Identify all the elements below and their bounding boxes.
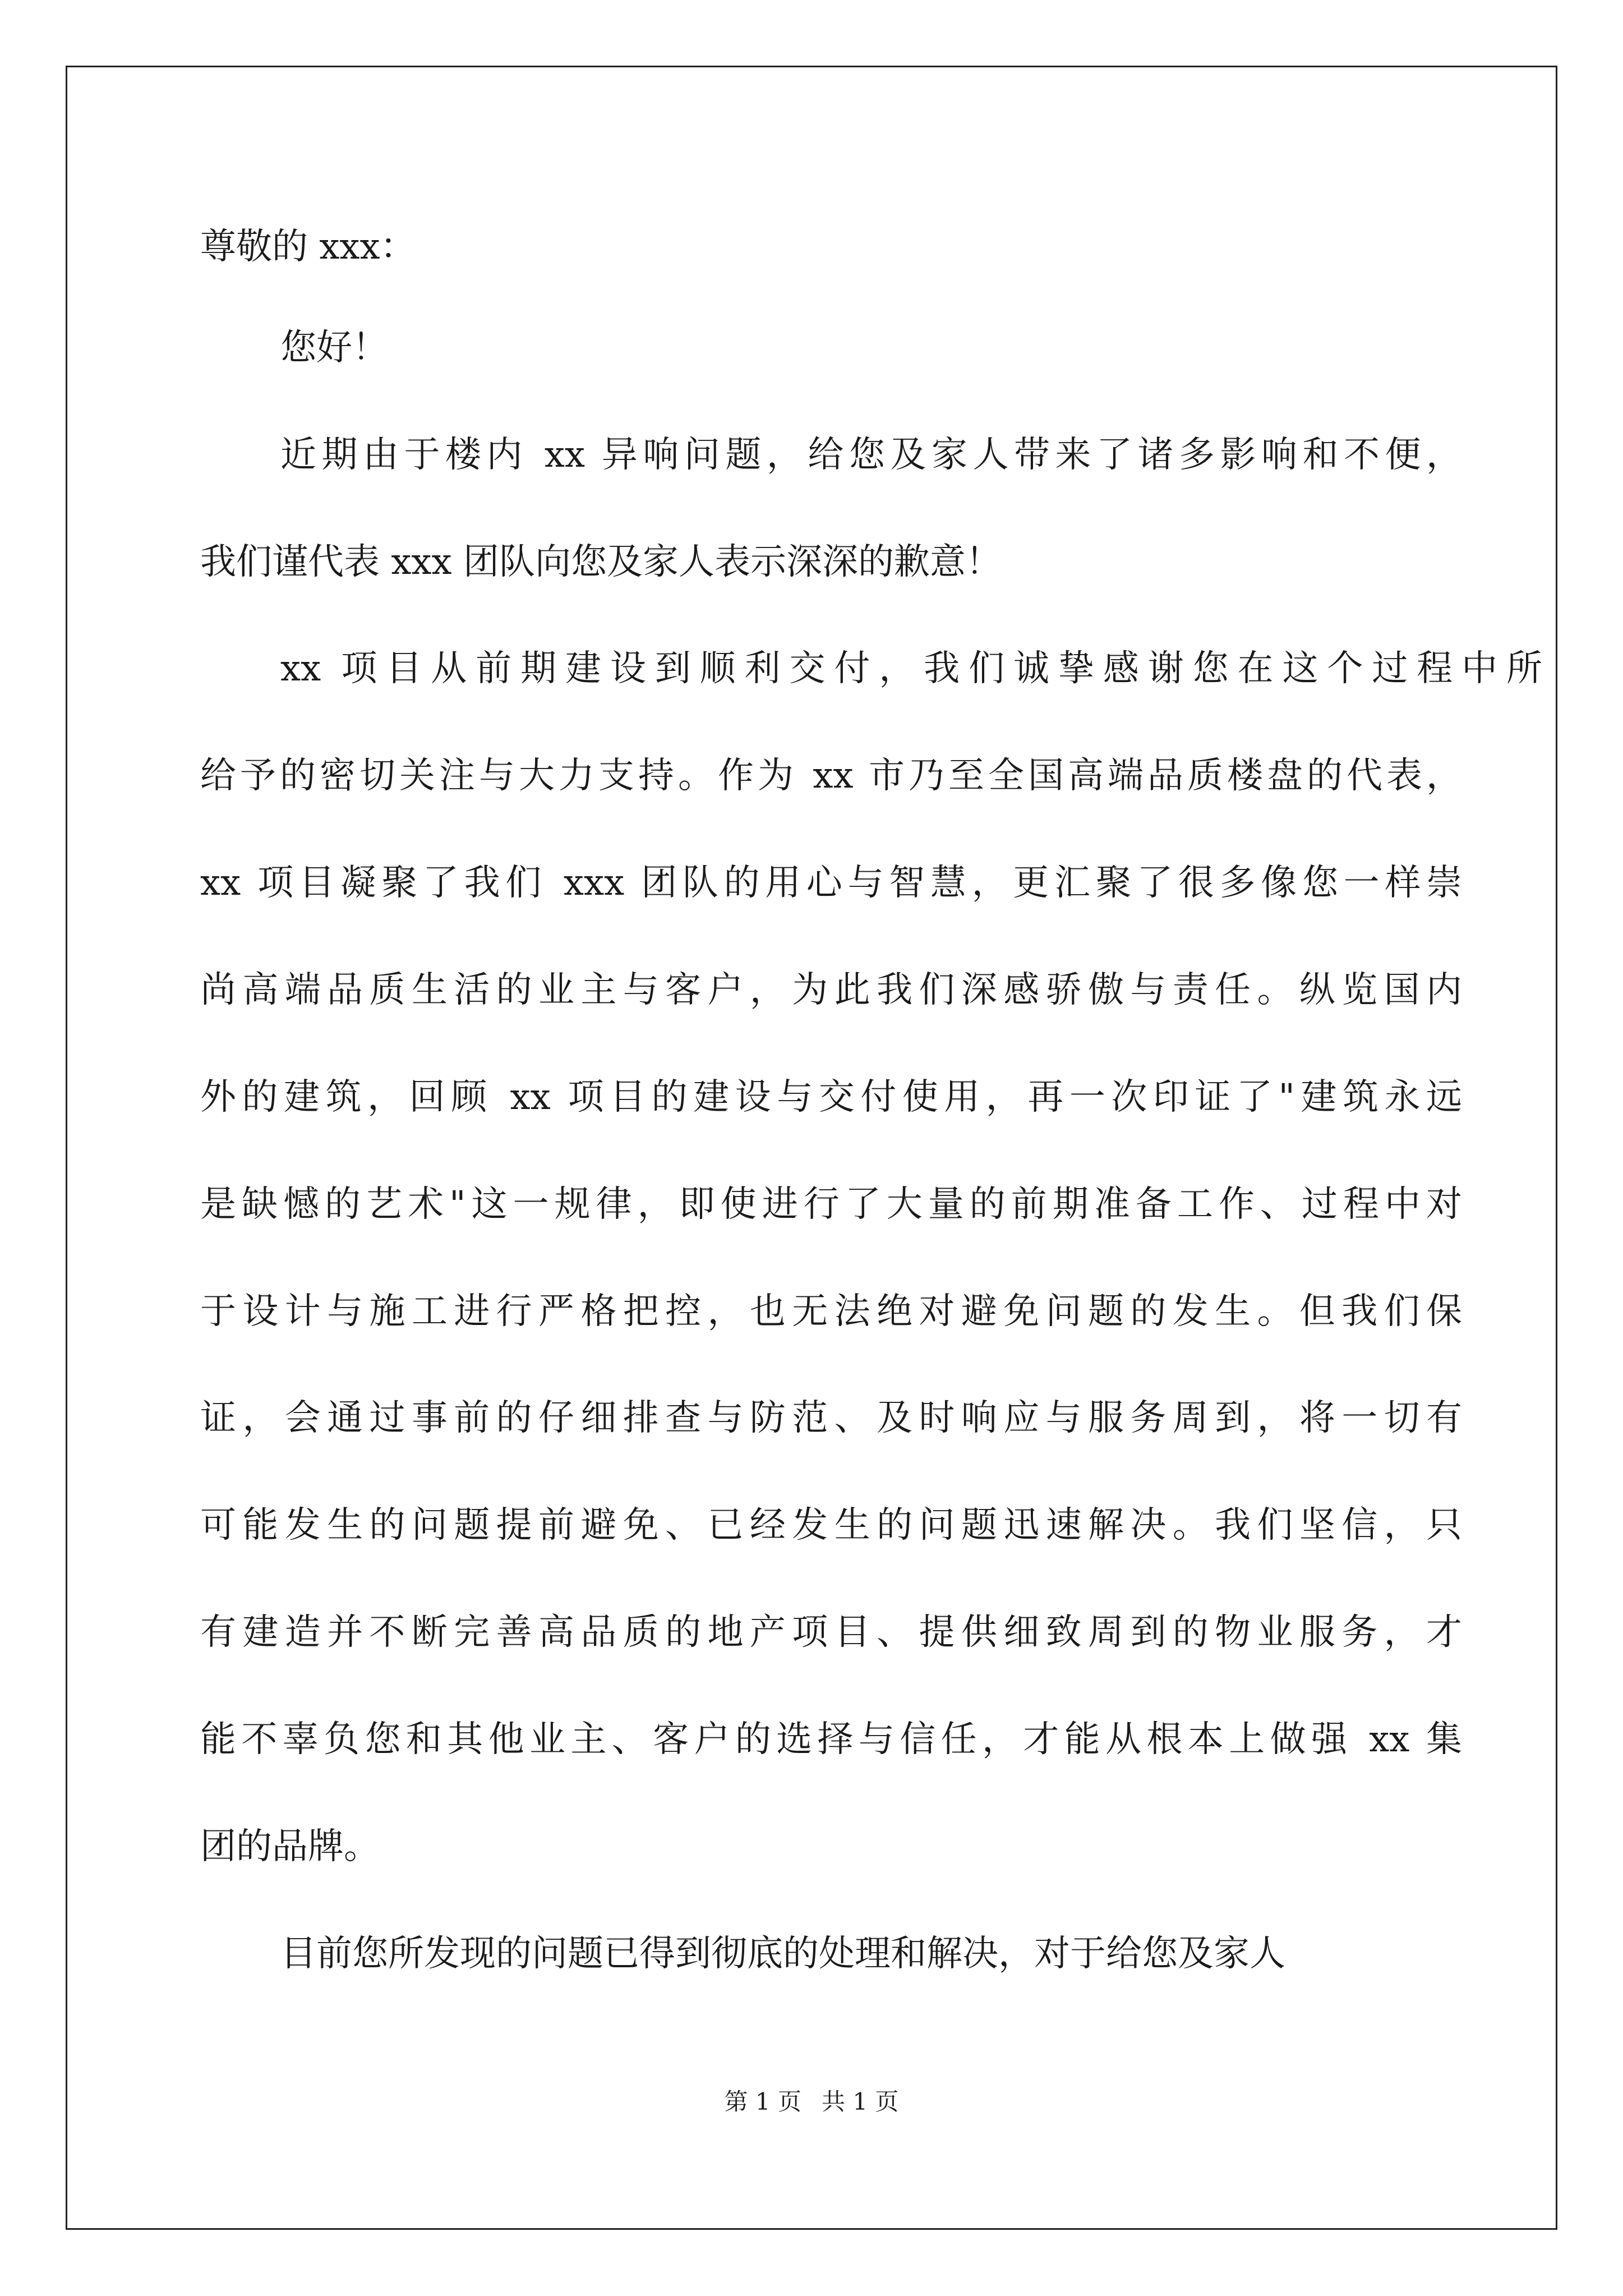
page-number: 第 1 页 [724, 2088, 801, 2115]
greeting: 您好！ [280, 327, 388, 369]
paragraph-line: 证，会通过事前的仔细排查与防范、及时响应与服务周到，将一切有 [200, 1397, 1462, 1439]
paragraph-line: xx 项目从前期建设到顺利交付，我们诚挚感谢您在这个过程中所 [280, 648, 1542, 689]
paragraph-line: xx 项目凝聚了我们 xxx 团队的用心与智慧，更汇聚了很多像您一样崇 [200, 862, 1462, 904]
paragraph-line: 目前您所发现的问题已得到彻底的处理和解决，对于给您及家人 [280, 1933, 1285, 1975]
paragraph-line: 能不辜负您和其他业主、客户的选择与信任，才能从根本上做强 xx 集 [200, 1719, 1462, 1760]
paragraph-line: 我们谨代表 xxx 团队向您及家人表示深深的歉意！ [200, 541, 1002, 583]
paragraph-line: 团的品牌。 [200, 1826, 380, 1867]
paragraph-line: 尚高端品质生活的业主与客户，为此我们深感骄傲与责任。纵览国内 [200, 969, 1462, 1011]
paragraph-line: 近期由于楼内 xx 异响问题，给您及家人带来了诸多影响和不便， [280, 434, 1462, 476]
paragraph-line: 于设计与施工进行严格把控，也无法绝对避免问题的发生。但我们保 [200, 1291, 1462, 1332]
paragraph-line: 是缺憾的艺术"这一规律，即使进行了大量的前期准备工作、过程中对 [200, 1184, 1462, 1225]
paragraph-line: 可能发生的问题提前避免、已经发生的问题迅速解决。我们坚信，只 [200, 1504, 1462, 1546]
paragraph-line: 给予的密切关注与大力支持。作为 xx 市乃至全国高端品质楼盘的代表， [200, 755, 1462, 797]
paragraph-line: 有建造并不断完善高品质的地产项目、提供细致周到的物业服务，才 [200, 1612, 1462, 1653]
paragraph-line: 外的建筑，回顾 xx 项目的建设与交付使用，再一次印证了"建筑永远 [200, 1076, 1462, 1118]
salutation: 尊敬的 xxx： [200, 226, 416, 268]
page-footer [0, 2088, 1623, 2116]
page-frame [66, 66, 1557, 2230]
page-total: 共 1 页 [822, 2088, 899, 2115]
